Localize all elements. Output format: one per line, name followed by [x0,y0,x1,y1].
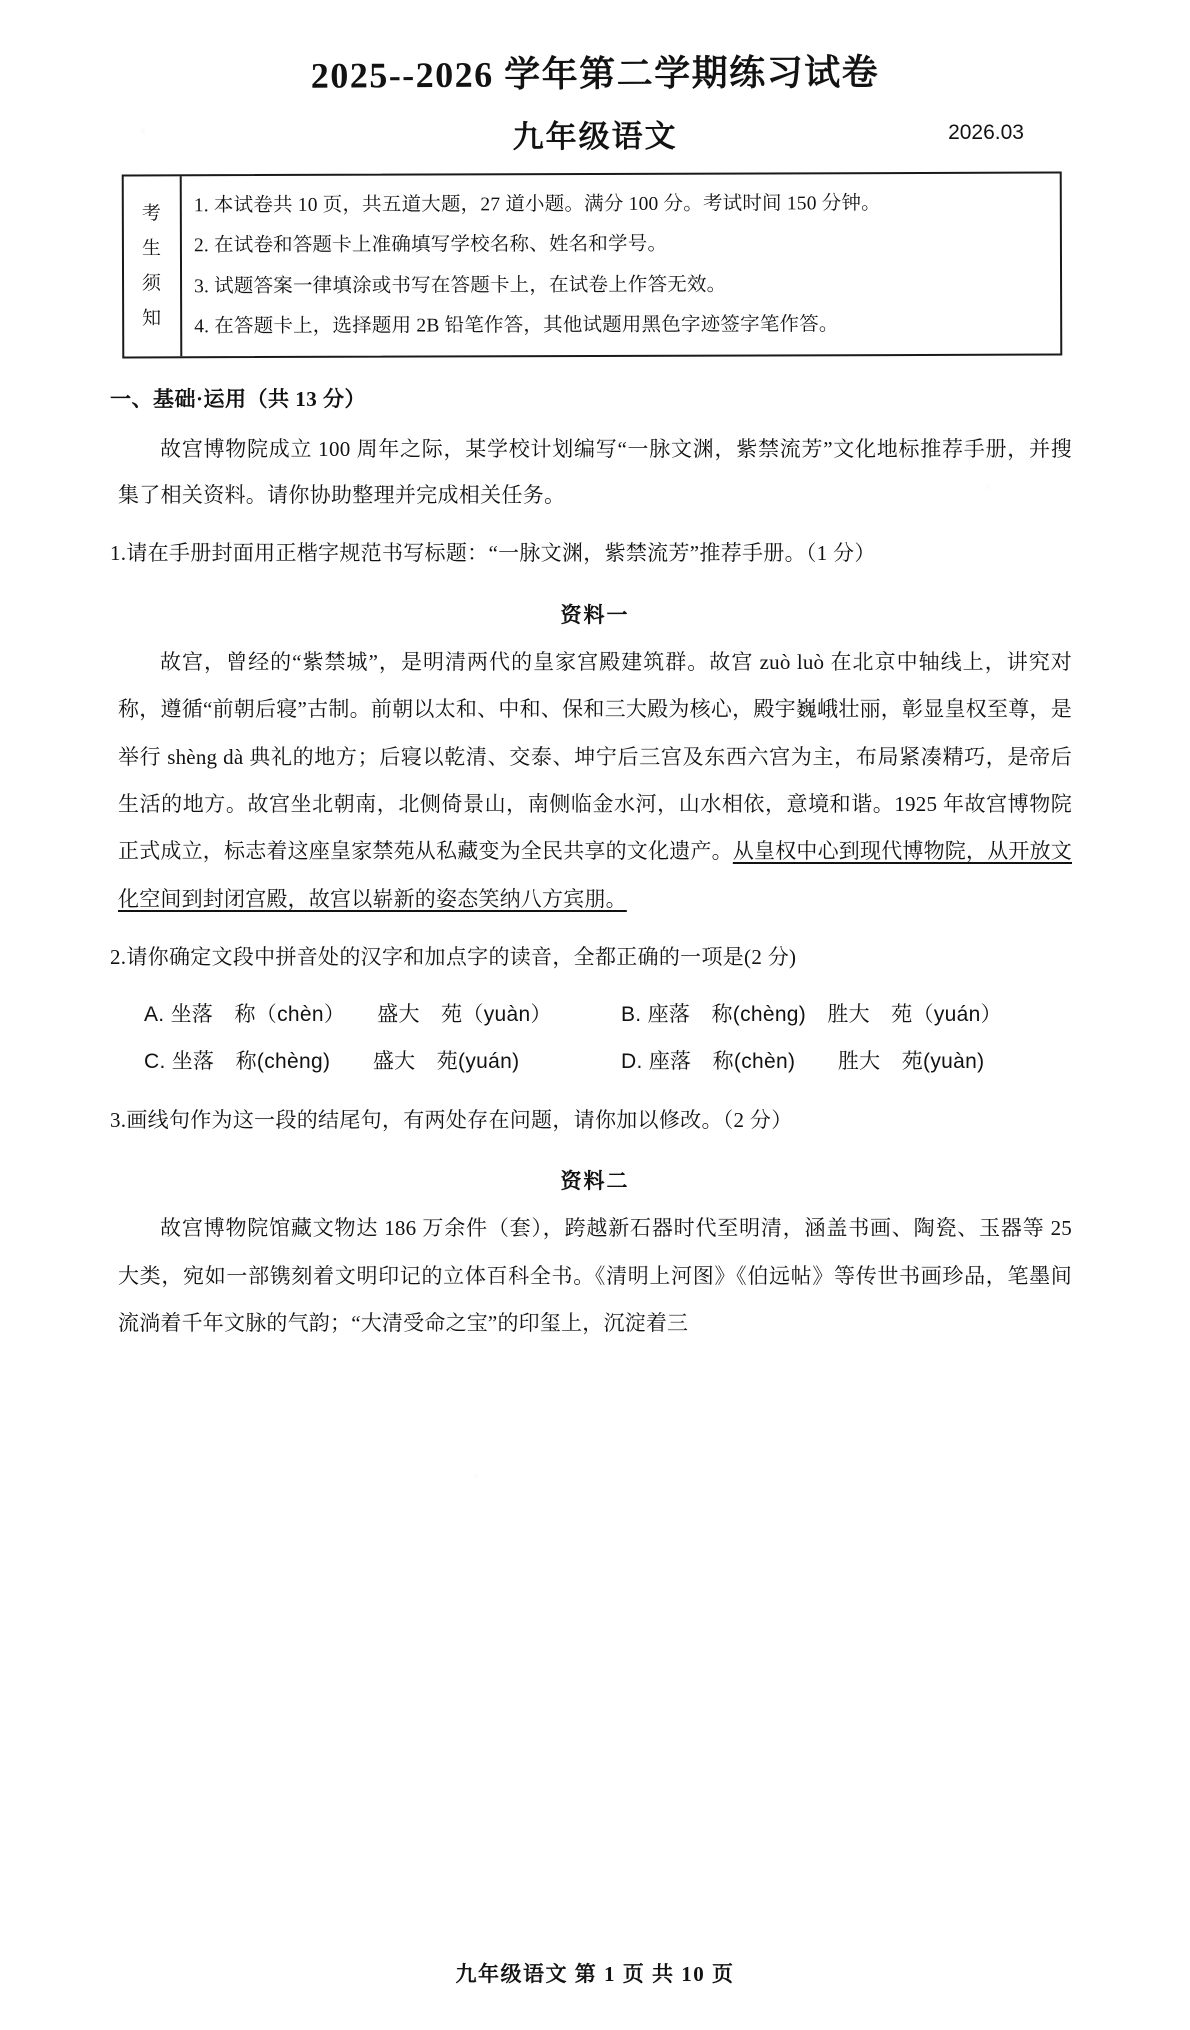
notice-label-char-3: 须 [142,273,163,295]
option-row [118,991,1072,1038]
option-d[interactable]: D. 座落 称(chèn) 胜大 苑(yuàn) [621,1050,985,1074]
notice-items [182,174,1061,357]
notice-label-char-4: 知 [142,308,163,330]
candidate-notice-box [122,172,1063,359]
question-2-stem: 2.请你确定文段中拼音处的汉字和加点字的读音，全都正确的一项是(2 分) [110,945,797,970]
material-one-body: 故宫，曾经的“紫禁城”，是明清两代的皇家宫殿建筑群。故宫 zuò luò 在北京中轴线上，讲究对称，遵循“前朝后寝”古制。前朝以太和、中和、保和三大殿为核心，殿宇巍峨壮丽，彰显皇权至尊，是举行 shèng dà 典礼的地方；后寝以乾清、交泰、坤宁后三宫及东西六宫为主，布局紧凑精巧，是帝后生活的地方。故宫坐北朝南，北侧倚景山，南侧临金水河，山水相依，意境和谐。1925 年故宫博物院正式成立，标志着这座皇家禁苑从私藏变为全民共享的文化遗产。 [118,649,1072,864]
question-1: 1.请在手册封面用正楷字规范书写标题：“一脉文渊，紫禁流芳”推荐手册。（1 分） [110,540,876,565]
material-one-underlined-sentence: 从皇权中心到现代博物院，从开放文化空间到封闭宫殿，故宫以崭新的姿态笑纳八方宾朋。 [118,839,1073,911]
notice-item: 2. 在试卷和答题卡上准确填写学校名称、姓名和学号。 [193,233,668,257]
notice-label [124,176,183,356]
option-row [118,1038,1072,1085]
notice-label-char-2: 生 [141,238,162,260]
notice-label-char-1: 考 [141,203,162,225]
subject-title: 九年级语文 [512,118,678,155]
material-one-heading: 资料一 [560,602,630,627]
material-two-heading: 资料二 [560,1169,630,1194]
page-footer: 九年级语文 第 1 页 共 10 页 [455,1962,735,1986]
exam-page [0,52,1190,2030]
notice-item: 3. 试题答案一律填涂或书写在答题卡上，在试卷上作答无效。 [194,274,727,297]
notice-item: 1. 本试卷共 10 页，共五道大题，27 道小题。满分 100 分。考试时间 150 分钟。 [193,192,881,216]
section-heading-one: 一、基础·运用（共 13 分） [110,387,367,412]
notice-item: 4. 在答题卡上，选择题用 2B 铅笔作答，其他试题用黑色字迹签字笔作答。 [194,314,839,338]
material-one-text [118,639,1072,924]
page-title: 2025--2026 学年第二学期练习试卷 [310,52,880,96]
material-two-text: 故宫博物院馆藏文物达 186 万余件（套），跨越新石器时代至明清，涵盖书画、陶瓷、玉器等 25 大类，宛如一部镌刻着文明印记的立体百科全书。《清明上河图》《伯远帖》等传世书画珍品，笔墨间流淌着千年文脉的气韵；“大清受命之宝”的印玺上，沉淀着三 [118,1216,1072,1336]
option-c[interactable]: C. 坐落 称(chèng) 盛大 苑(yuán) [144,1050,520,1074]
subtitle-row [118,111,1072,159]
option-b[interactable]: B. 座落 称(chèng) 胜大 苑（yuán） [621,1003,1002,1027]
question-3-stem: 3.画线句作为这一段的结尾句，有两处存在问题，请你加以修改。（2 分） [110,1107,793,1132]
exam-date: 2026.03 [948,121,1024,144]
question-2-options [118,991,1072,1086]
option-a[interactable]: A. 坐落 称（chèn） 盛大 苑（yuàn） [144,1003,552,1027]
section-one-intro: 故宫博物院成立 100 周年之际，某学校计划编写“一脉文渊，紫禁流芳”文化地标推荐手册，并搜集了相关资料。请你协助整理并完成相关任务。 [118,437,1072,508]
